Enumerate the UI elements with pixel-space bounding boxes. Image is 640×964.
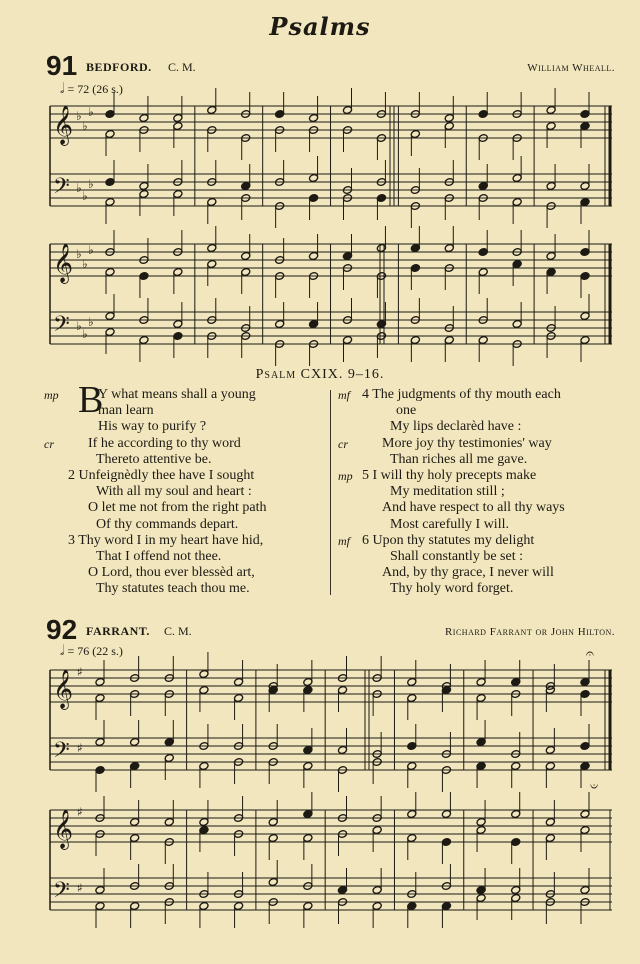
verse-line [338,387,624,403]
verse-line [338,533,624,549]
verse-text: My lips declarèd have : [390,419,522,435]
verse-line [44,403,324,419]
drop-cap: B [78,379,104,421]
tune-name: BEDFORD. [86,60,152,74]
verse-line [44,468,324,484]
verse-text: O Lord, thou ever blessèd art, [88,565,255,581]
fermata-icon: 𝄐 [590,778,598,794]
page-title: Psalms [269,12,371,41]
verse-text: With all my soul and heart : [96,484,252,500]
verse-text: My meditation still ; [390,484,505,500]
verse-line [44,581,324,597]
tempo-marking [60,644,123,660]
verse-text: 2 Unfeignèdly thee have I sought [68,467,255,483]
verse-line [44,484,324,500]
verse-line [338,468,624,484]
meter: C. M. [168,60,196,74]
treble-clef-icon: 𝄞 [53,243,74,283]
hymn-91-header [40,50,615,84]
svg-text:♭: ♭ [82,119,88,133]
dynamic-marking: mp [338,468,353,483]
svg-text:♭: ♭ [76,247,82,261]
clefs-and-keys [53,105,94,342]
fermata-icon: 𝄐 [586,646,594,662]
verse-text: 3 Thy word I in my heart have hid, [68,532,264,548]
svg-text:♭: ♭ [88,243,94,257]
verse-line [338,517,624,533]
svg-text:♯: ♯ [77,741,83,755]
svg-text:♭: ♭ [88,315,94,329]
dynamic-marking: mf [338,388,350,402]
half-note-icon: 𝅗𝅥 [60,82,65,97]
verse-text: 4 The judgments of thy mouth each [362,387,561,402]
bass-clef-icon: 𝄢 [53,878,70,908]
bass-clef-icon: 𝄢 [53,738,70,768]
verse-line [44,565,324,581]
verse-line [338,452,624,468]
verse-text: His way to purify ? [98,419,207,435]
verse-line [44,517,324,533]
verse-text: Thy holy word forget. [390,581,514,597]
svg-text:♯: ♯ [77,665,83,679]
svg-text:♯: ♯ [77,805,83,819]
verse-text: man learn [98,403,154,419]
svg-text:♯: ♯ [77,881,83,895]
music-system [50,670,612,770]
notes-layer [95,652,590,928]
verses-right [338,387,624,597]
verse-line [44,549,324,565]
svg-text:♭: ♭ [76,109,82,123]
verse-line [338,500,624,516]
verse-line [44,452,324,468]
verse-line [338,549,624,565]
treble-clef-icon: 𝄞 [53,809,74,849]
bass-clef-icon: 𝄢 [53,174,70,204]
svg-text:♭: ♭ [76,181,82,195]
svg-text:♭: ♭ [82,327,88,341]
verse-line [338,436,624,452]
treble-clef-icon: 𝄞 [53,105,74,145]
dynamic-marking: cr [44,436,54,451]
verses-left [44,379,324,597]
composer: William Wheall. [527,62,615,74]
dynamic-marking: mf [338,533,350,548]
verse-line [338,565,624,581]
verse-line [44,500,324,516]
psalm-reference: Psalm CXIX. 9–16. [255,367,385,382]
hymn-number: 92 [46,614,78,645]
verse-line [44,533,324,549]
treble-clef-icon: 𝄞 [53,669,74,709]
verse-text: Y what means shall a young [98,387,256,402]
half-note-icon: 𝅗𝅥 [60,644,65,659]
verse-text: Of thy commands depart. [96,516,239,532]
verse-line [338,403,624,419]
svg-text:♭: ♭ [88,105,94,119]
verse-line [338,581,624,597]
verse-line [338,484,624,500]
column-divider [330,390,331,595]
tempo-text: = 72 (26 s.) [67,82,123,96]
verse-text: 5 I will thy holy precepts make [362,467,537,483]
score-hymn-91 [40,96,618,358]
dynamic-marking: mp [44,388,59,402]
verse-text: Shall constantly be set : [390,548,523,564]
meter: C. M. [164,624,192,638]
verse-text: Thy statutes teach thou me. [96,581,250,597]
tempo-text: = 76 (22 s.) [67,644,123,658]
verse-text: And, by thy grace, I never will [382,565,554,581]
verse-line [44,436,324,452]
verse-text: More joy thy testimonies' way [382,435,552,451]
verse-line [338,419,624,435]
verse-text: Than riches all me gave. [390,451,528,467]
composer: Richard Farrant or John Hilton. [444,626,615,638]
verse-text: That I offend not thee. [96,548,222,564]
verse-text: If he according to thy word [88,435,241,451]
verse-text: one [396,403,417,419]
dynamic-marking: cr [338,436,348,451]
verse-text: And have respect to all thy ways [382,500,565,516]
tune-name: FARRANT. [86,624,150,638]
bass-clef-icon: 𝄢 [53,312,70,342]
svg-text:♭: ♭ [82,189,88,203]
svg-text:♭: ♭ [88,177,94,191]
hymn-number: 91 [46,50,78,81]
svg-text:♭: ♭ [82,257,88,271]
verse-text: Thereto attentive be. [96,451,212,467]
verse-line [44,419,324,435]
hymn-92-header [40,614,615,648]
verse-text: 6 Upon thy statutes my delight [362,532,535,548]
svg-text:♭: ♭ [76,319,82,333]
verse-text: Most carefully I will. [390,516,509,532]
verse-text: O let me not from the right path [88,500,267,516]
